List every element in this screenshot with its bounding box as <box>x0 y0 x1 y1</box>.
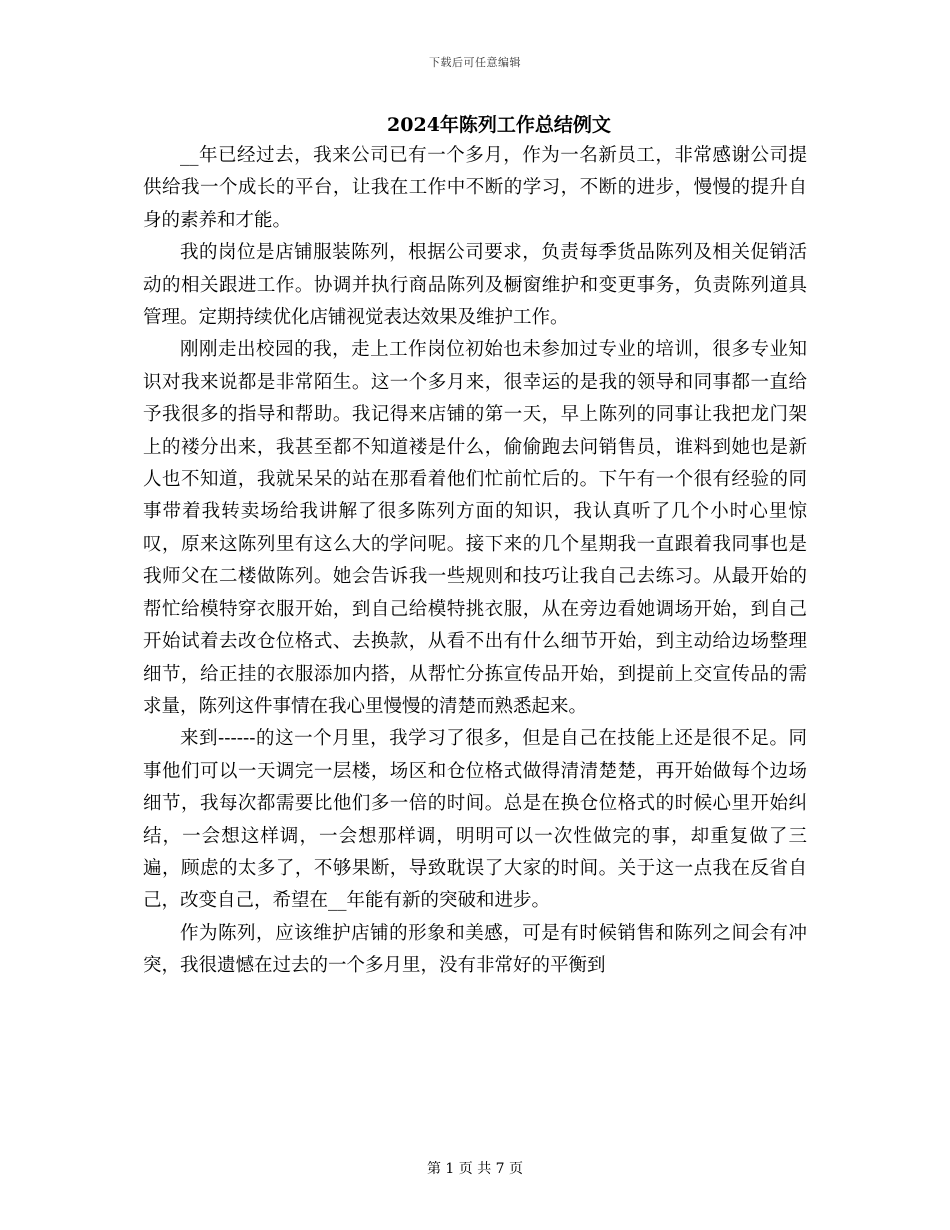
body-paragraph: 刚刚走出校园的我，走上工作岗位初始也未参加过专业的培训，很多专业知识对我来说都是非常陌生。这一个多月来，很幸运的是我的领导和同事都一直给予我很多的指导和帮助。我记得来店铺的第一天，早上陈列的同事让我把龙门架上的褛分出来，我甚至都不知道褛是什么，偷偷跑去问销售员，谁料到她也是新人也不知道，我就呆呆的站在那看着他们忙前忙后的。下午有一个很有经验的同事带着我转卖场给我讲解了很多陈列方面的知识，我认真听了几个小时心里惊叹，原来这陈列里有这么大的学问呢。接下来的几个星期我一直跟着我同事也是我师父在二楼做陈列。她会告诉我一些规则和技巧让我自己去练习。从最开始的帮忙给模特穿衣服开始，到自己给模特挑衣服，从在旁边看她调场开始，到自己开始试着去改仓位格式、去换款，从看不出有什么细节开始，到主动给边场整理细节，给正挂的衣服添加内搭，从帮忙分拣宣传品开始，到提前上交宣传品的需求量，陈列这件事情在我心里慢慢的清楚而熟悉起来。 <box>143 339 807 717</box>
body-paragraph: 作为陈列，应该维护店铺的形象和美感，可是有时候销售和陈列之间会有冲突，我很遗憾在过去的一个多月里，没有非常好的平衡到 <box>143 922 807 977</box>
document-body <box>143 140 807 983</box>
body-paragraph: __年已经过去，我来公司已有一个多月，作为一名新员工，非常感谢公司提供给我一个成长的平台，让我在工作中不断的学习，不断的进步，慢慢的提升自身的素养和才能。 <box>143 145 807 231</box>
page-header-note: 下载后可任意编辑 <box>429 56 521 69</box>
page-number-footer: 第 1 页 共 7 页 <box>426 1161 524 1177</box>
body-paragraph: 我的岗位是店铺服装陈列，根据公司要求，负责每季货品陈列及相关促销活动的相关跟进工作。协调并执行商品陈列及橱窗维护和变更事务，负责陈列道具管理。定期持续优化店铺视觉表达效果及维护工作。 <box>143 242 807 329</box>
body-paragraph: 来到------的这一个月里，我学习了很多，但是自己在技能上还是很不足。同事他们可以一天调完一层楼，场区和仓位格式做得清清楚楚，再开始做每个边场细节，我每次都需要比他们多一倍的时间。总是在换仓位格式的时候心里开始纠结，一会想这样调，一会想那样调，明明可以一次性做完的事，却重复做了三遍，顾虑的太多了，不够果断，导致耽误了大家的时间。关于这一点我在反省自己，改变自己，希望在__年能有新的突破和进步。 <box>143 728 807 912</box>
document-title: 2024年陈列工作总结例文 <box>387 114 611 136</box>
